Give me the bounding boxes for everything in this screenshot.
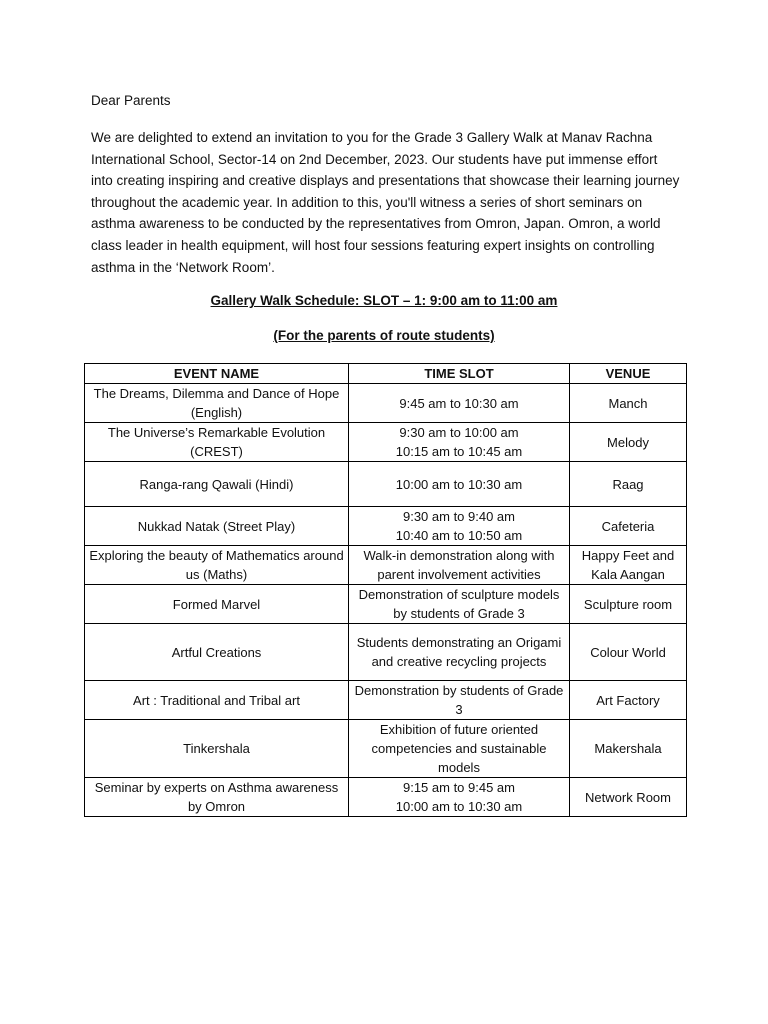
venue-cell: Network Room: [570, 778, 687, 817]
event-name-cell: Tinkershala: [85, 720, 349, 778]
event-name-cell: Artful Creations: [85, 624, 349, 681]
table-row: [85, 585, 687, 624]
audience-heading: (For the parents of route students): [273, 328, 495, 343]
time-slot-cell: [349, 624, 570, 681]
time-slot-line: Demonstration by students of Grade 3: [354, 683, 564, 717]
event-name-cell: Nukkad Natak (Street Play): [85, 507, 349, 546]
venue-cell: Melody: [570, 423, 687, 462]
invitation-paragraph: We are delighted to extend an invitation to you for the Grade 3 Gallery Walk at Manav Rachna International School, Sector-14 on 2nd December, 2023. Our students have put immense effort into creating inspiring and creative displays and presentations that showcase their learning journey throughout the academic year. In addition to this, you'll witness a series of short seminars on asthma awareness to be conducted by the representatives from Omron, Japan. Omron, a world class leader in health equipment, will host four sessions featuring expert insights on controlling asthma in the ‘Network Room’.: [91, 130, 680, 275]
venue-cell: Raag: [570, 462, 687, 507]
venue-cell: Sculpture room: [570, 585, 687, 624]
time-slot-cell: [349, 585, 570, 624]
time-slot-cell: [349, 462, 570, 507]
schedule-table: [84, 363, 687, 817]
venue-cell: Colour World: [570, 624, 687, 681]
event-name-cell: The Universe’s Remarkable Evolution (CREST): [85, 423, 349, 462]
venue-cell: Manch: [570, 384, 687, 423]
event-name-cell: Exploring the beauty of Mathematics around us (Maths): [85, 546, 349, 585]
time-slot-cell: [349, 384, 570, 423]
event-name-cell: The Dreams, Dilemma and Dance of Hope (English): [85, 384, 349, 423]
table-row: [85, 462, 687, 507]
time-slot-line: Exhibition of future oriented competencies and sustainable models: [371, 722, 547, 775]
header-time-slot: TIME SLOT: [349, 364, 570, 384]
table-row: [85, 624, 687, 681]
time-slot-line: 10:15 am to 10:45 am: [395, 444, 523, 459]
time-slot-cell: [349, 546, 570, 585]
header-venue: VENUE: [570, 364, 687, 384]
table-header-row: [85, 364, 687, 384]
time-slot-cell: [349, 681, 570, 720]
time-slot-line: 9:30 am to 10:00 am: [399, 425, 519, 440]
table-row: [85, 720, 687, 778]
time-slot-cell: [349, 507, 570, 546]
table-row: [85, 384, 687, 423]
venue-cell: Happy Feet and Kala Aangan: [570, 546, 687, 585]
time-slot-line: Students demonstrating an Origami and creative recycling projects: [356, 635, 562, 669]
time-slot-cell: [349, 778, 570, 817]
time-slot-line: 10:00 am to 10:30 am: [395, 476, 523, 492]
venue-cell: Makershala: [570, 720, 687, 778]
event-name-cell: Formed Marvel: [85, 585, 349, 624]
header-event-name: EVENT NAME: [85, 364, 349, 384]
time-slot-cell: [349, 720, 570, 778]
table-row: [85, 681, 687, 720]
time-slot-line: 9:15 am to 9:45 am: [402, 780, 515, 795]
time-slot-line: 10:40 am to 10:50 am: [395, 528, 523, 543]
table-row: [85, 546, 687, 585]
event-name-cell: Seminar by experts on Asthma awareness by Omron: [85, 778, 349, 817]
table-row: [85, 778, 687, 817]
salutation: Dear Parents: [91, 93, 171, 108]
time-slot-line: 9:45 am to 10:30 am: [399, 395, 519, 411]
time-slot-line: 9:30 am to 9:40 am: [402, 509, 515, 524]
venue-cell: Cafeteria: [570, 507, 687, 546]
table-row: [85, 423, 687, 462]
event-name-cell: Ranga-rang Qawali (Hindi): [85, 462, 349, 507]
time-slot-cell: [349, 423, 570, 462]
venue-cell: Art Factory: [570, 681, 687, 720]
time-slot-line: Demonstration of sculpture models by students of Grade 3: [358, 587, 560, 621]
time-slot-line: Walk-in demonstration along with parent involvement activities: [363, 548, 555, 582]
table-row: [85, 507, 687, 546]
schedule-heading: Gallery Walk Schedule: SLOT – 1: 9:00 am to 11:00 am: [210, 293, 558, 308]
time-slot-line: 10:00 am to 10:30 am: [395, 799, 523, 814]
event-name-cell: Art : Traditional and Tribal art: [85, 681, 349, 720]
